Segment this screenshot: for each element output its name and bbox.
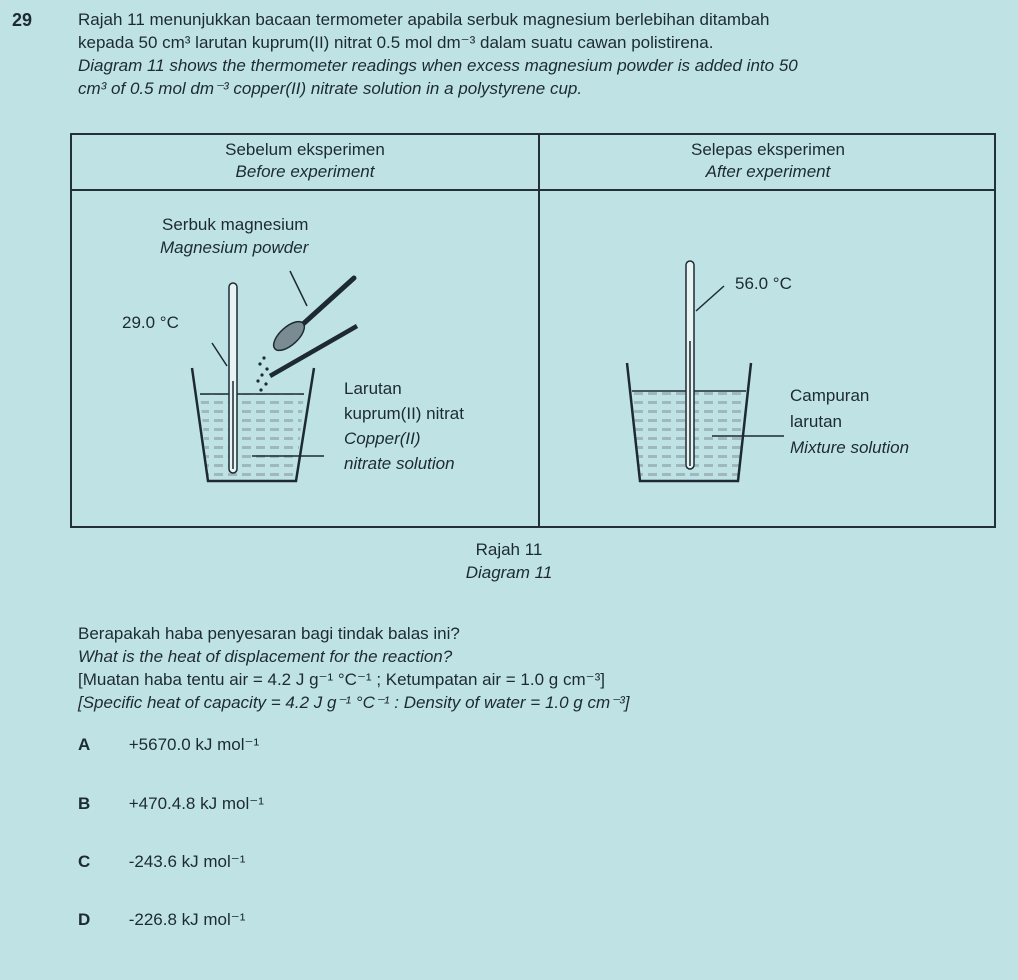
diagram-caption-ms: Rajah 11 (475, 540, 543, 559)
spatula (269, 278, 357, 376)
intro-ms-line-1: Rajah 11 menunjukkan bacaan termometer apabila serbuk magnesium berlebihan ditambah (78, 10, 770, 29)
option-c-text: -243.6 kJ mol⁻¹ (128, 852, 246, 871)
mixture-label-en: Mixture solution (790, 438, 910, 457)
diagram-caption-en: Diagram 11 (465, 563, 553, 582)
falling-powder (256, 356, 268, 391)
solution-label-en-1: Copper(II) (344, 429, 421, 448)
ask-ms: Berapakah haba penyesaran bagi tindak balas ini? (78, 624, 460, 643)
option-a-letter: A (78, 735, 91, 754)
option-a[interactable] (78, 735, 259, 755)
mixture-label-ms-1: Campuran (790, 386, 870, 405)
question-prompt (78, 622, 998, 714)
cup-before (192, 368, 322, 486)
temp-after-pointer-line (696, 286, 724, 311)
solution-label-ms-1: Larutan (344, 379, 402, 398)
option-d-letter: D (78, 910, 91, 929)
question-number: 29 (12, 10, 33, 30)
option-c-letter: C (78, 852, 91, 871)
labels-after (735, 274, 909, 457)
option-d[interactable] (78, 910, 245, 930)
header-before-ms: Sebelum eksperimen (225, 140, 385, 159)
thermometer-after (686, 261, 694, 469)
header-before-en: Before experiment (235, 162, 375, 181)
header-before (72, 139, 538, 183)
header-after-en: After experiment (705, 162, 831, 181)
solution-label-ms-2: kuprum(II) nitrat (344, 404, 464, 423)
intro-ms-line-2: kepada 50 cm³ larutan kuprum(II) nitrat 0.5 mol dm⁻³ dalam suatu cawan polistirena. (78, 33, 714, 52)
powder-label-ms: Serbuk magnesium (162, 215, 309, 234)
option-c[interactable] (78, 852, 245, 872)
option-b[interactable] (78, 794, 264, 814)
option-d-text: -226.8 kJ mol⁻¹ (128, 910, 246, 929)
header-after-ms: Selepas eksperimen (690, 140, 846, 159)
intro-en-line-1: Diagram 11 shows the thermometer readings when excess magnesium powder is added into 50 (78, 56, 798, 75)
given-en: [Specific heat of capacity = 4.2 J g⁻¹ °C⁻¹ : Density of water = 1.0 g cm⁻³] (78, 693, 630, 712)
temp-before-label: 29.0 °C (122, 313, 179, 332)
powder-label-en: Magnesium powder (160, 238, 309, 257)
mixture-label-ms-2: larutan (790, 412, 842, 431)
option-b-letter: B (78, 794, 91, 813)
intro-en-line-2: cm³ of 0.5 mol dm⁻³ copper(II) nitrate solution in a polystyrene cup. (78, 79, 583, 98)
solution-label-en-2: nitrate solution (344, 454, 455, 473)
temp-before-pointer-line (212, 343, 227, 366)
thermometer-before (229, 283, 237, 473)
ask-en: What is the heat of displacement for the reaction? (78, 647, 453, 666)
option-a-text: +5670.0 kJ mol⁻¹ (128, 735, 260, 754)
experiment-illustration (72, 191, 994, 526)
header-after (540, 139, 996, 183)
question-intro (78, 8, 998, 100)
temp-after-label: 56.0 °C (735, 274, 792, 293)
powder-pointer-line (290, 271, 307, 306)
option-b-text: +470.4.8 kJ mol⁻¹ (128, 794, 264, 813)
given-ms: [Muatan haba tentu air = 4.2 J g⁻¹ °C⁻¹ ; Ketumpatan air = 1.0 g cm⁻³] (78, 670, 605, 689)
diagram-table (70, 133, 996, 528)
